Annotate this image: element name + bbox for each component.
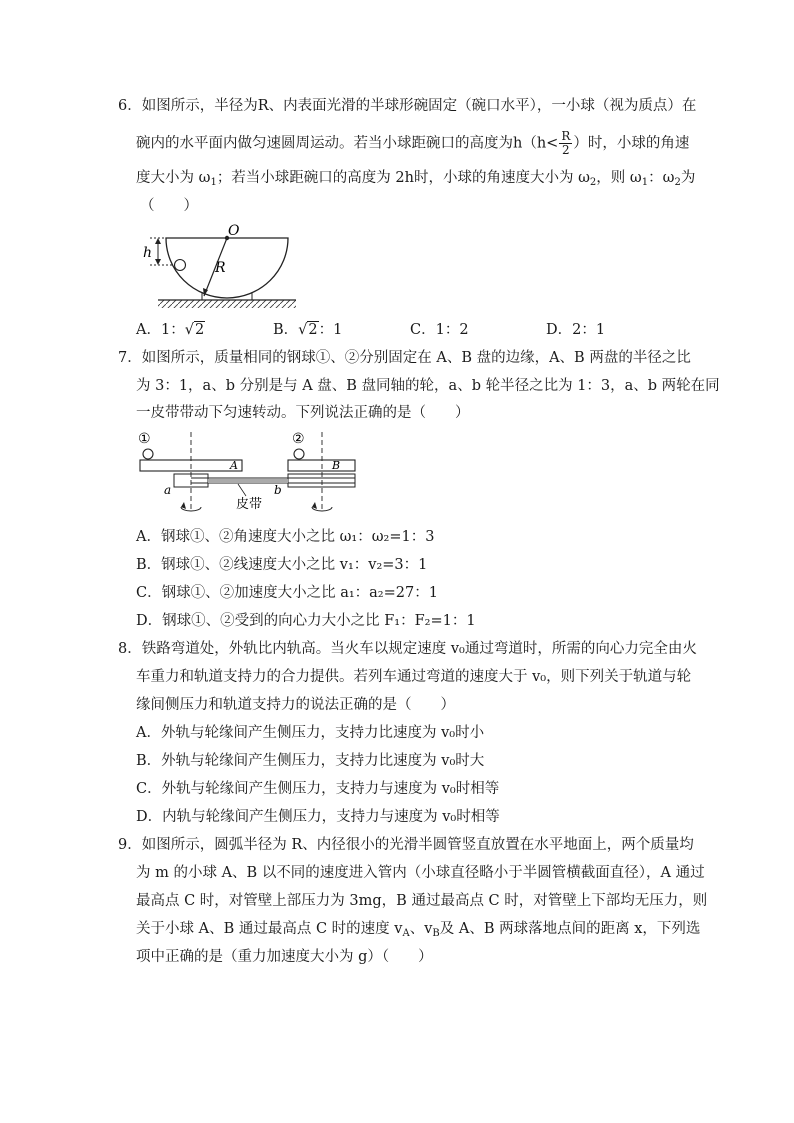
q6-text-3d: ：ω	[648, 170, 675, 186]
sqrt-sign: √2	[184, 322, 205, 338]
disk-B	[288, 460, 355, 471]
fraction-numerator: R	[561, 129, 571, 143]
q6-text-2b: ）时，小球的角速	[573, 135, 690, 152]
q6-option-c: C．1：2	[410, 322, 469, 338]
label-B: B	[332, 459, 341, 472]
q6-answer-paren: （ ）	[140, 198, 198, 214]
q9-text-4c: 及 A、B 两球落地点间的距离 x，下列选	[439, 921, 701, 937]
q7-option-d: D．钢球①、②受到的向心力大小之比 F₁：F₂=1：1	[136, 613, 476, 629]
q8-line-1	[118, 639, 697, 659]
sub-2b: 2	[674, 177, 681, 188]
q7-line-1	[118, 348, 691, 368]
q9-text-1: 如图所示，圆弧半径为 R、内径很小的光滑半圆管竖直放置在水平地面上，两个质量均	[141, 837, 694, 853]
sub-2: 2	[589, 177, 597, 188]
q7-option-b: B．钢球①、②线速度大小之比 v₁：v₂=3：1	[136, 557, 428, 573]
label-R: R	[215, 260, 226, 276]
q9-line-3: 最高点 C 时，对管壁上部压力为 3mg，B 通过最高点 C 时，对管壁上下部均无压力，则	[136, 893, 708, 909]
q8-option-c: C．外轨与轮缘间产生侧压力，支持力与速度为 v₀时相等	[136, 781, 500, 797]
q7-line-2: 为 3：1，a、b 分别是与 A 盘、B 盘同轴的轮，a、b 轮半径之比为 1：3，a、b 两轮在同	[136, 378, 720, 394]
q9-text-4b: 、v	[409, 921, 433, 937]
q6-line-1	[118, 96, 696, 116]
q9-text-4a: 关于小球 A、B 通过最高点 C 时的速度 v	[136, 921, 403, 937]
q7-option-c: C．钢球①、②加速度大小之比 a₁：a₂=27：1	[136, 585, 438, 601]
label-O: O	[228, 223, 240, 239]
q8-line-3: 缘间侧压力和轨道支持力的说法正确的是（ ）	[136, 697, 455, 713]
wheel-b	[288, 474, 355, 487]
steel-ball-2	[294, 449, 304, 459]
sub-1: 1	[210, 177, 217, 188]
q8-number: 8．	[118, 641, 142, 657]
h-arrow-bottom	[155, 259, 161, 265]
q6-option-a-text: A．1：	[136, 322, 185, 338]
q8-option-d: D．内轨与轮缘间产生侧压力，支持力与速度为 v₀时相等	[136, 809, 500, 825]
q6-option-d: D．2：1	[546, 322, 606, 338]
q6-text-2a: 碗内的水平面内做匀速圆周运动。若当小球距碗口的高度为h（h<	[136, 135, 559, 152]
q7-line-3: 一皮带带动下匀速转动。下列说法正确的是（ ）	[136, 405, 470, 421]
q8-line-2: 车重力和轨道支持力的合力提供。若列车通过弯道的速度大于 v₀，则下列关于轨道与轮	[136, 669, 692, 685]
q6-text-3b: ；若当小球距碗口的高度为 2h时，小球的角速度大小为 ω	[216, 170, 590, 186]
q6-option-b-post: ：1	[318, 322, 343, 338]
label-b: b	[274, 483, 282, 497]
bowl-figure	[130, 220, 310, 315]
q8-text-1: 铁路弯道处，外轨比内轨高。当火车以规定速度 v₀通过弯道时，所需的向心力完全由火	[141, 641, 697, 657]
q9-line-4	[136, 919, 700, 944]
sqrt-radicand: 2	[308, 322, 318, 338]
q9-line-1	[118, 835, 694, 855]
ground-hatch	[158, 300, 296, 308]
label-h: h	[143, 245, 153, 261]
q7-number: 7．	[118, 350, 142, 366]
sqrt-radicand: 2	[194, 322, 205, 338]
label-a: a	[164, 483, 172, 497]
q6-text-3a: 度大小为 ω	[136, 170, 211, 186]
q7-option-a: A．钢球①、②角速度大小之比 ω₁：ω₂=1：3	[136, 529, 435, 545]
q9-line-5: 项中正确的是（重力加速度大小为 g）（ ）	[136, 949, 433, 965]
q6-option-b	[273, 320, 342, 340]
steel-ball-1	[143, 449, 153, 459]
fraction-r-over-2	[559, 130, 572, 157]
q9-line-2: 为 m 的小球 A、B 以不同的速度进入管内（小球直径略小于半圆管横截面直径），A 通过	[136, 865, 705, 881]
belt-pointer	[238, 484, 246, 496]
sub-A: A	[402, 928, 410, 939]
q8-option-b: B．外轨与轮缘间产生侧压力，支持力比速度为 v₀时大	[136, 753, 485, 769]
disk-belt-figure	[138, 430, 363, 522]
q6-option-b-text: B．	[273, 322, 299, 338]
sqrt-sign: √2	[298, 322, 318, 338]
q6-text-1: 如图所示，半径为R、内表面光滑的半球形碗固定（碗口水平），一小球（视为质点）在	[141, 98, 697, 114]
q6-number: 6．	[118, 98, 142, 114]
q9-number: 9．	[118, 837, 142, 853]
ball-1-label: ①	[138, 431, 151, 447]
q6-text-3c: ，则 ω	[596, 170, 642, 186]
label-A: A	[230, 459, 238, 472]
q6-line-3	[136, 168, 695, 193]
belt-label: 皮带	[236, 497, 263, 512]
q7-text-1: 如图所示，质量相同的钢球①、②分别固定在 A、B 盘的边缘，A、B 两盘的半径之比	[141, 350, 691, 366]
q8-option-a: A．外轨与轮缘间产生侧压力，支持力比速度为 v₀时小	[136, 725, 485, 741]
q6-option-a	[136, 320, 205, 340]
fraction-denominator: 2	[562, 143, 570, 157]
ball-2-label: ②	[292, 431, 305, 447]
small-ball	[175, 260, 186, 271]
q6-line-2	[136, 130, 689, 157]
h-arrow-top	[155, 238, 161, 244]
sub-1b: 1	[641, 177, 649, 188]
q6-text-3e: 为	[680, 170, 696, 186]
sub-B: B	[432, 928, 440, 939]
